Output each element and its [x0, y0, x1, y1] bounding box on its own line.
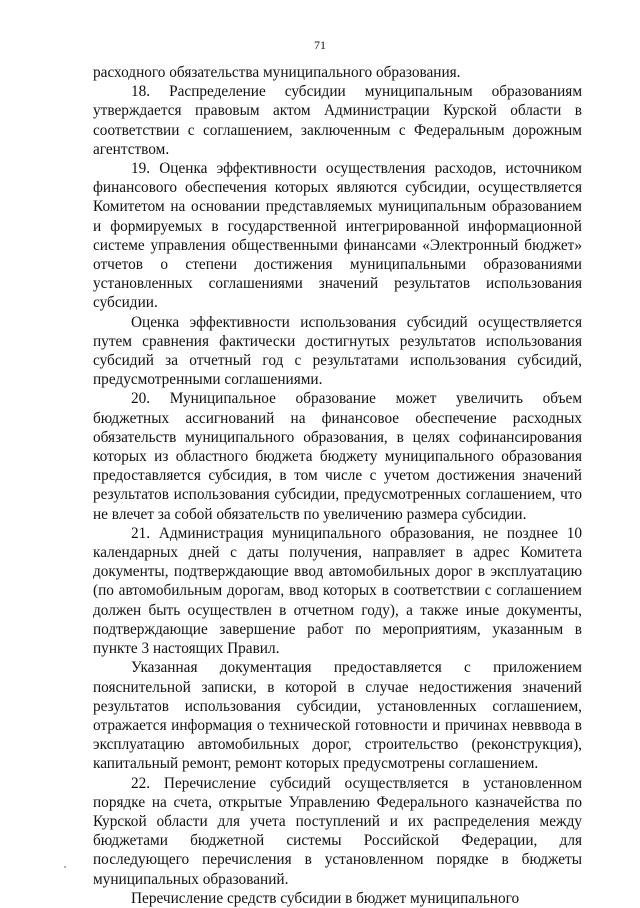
paragraph-efficiency-assessment: Оценка эффективности использования субсидий осуществляется путем сравнения фактически достигнутых результатов использования субсидий за отчетный год с результатами использования субсидий, предусмотренными соглашениями. [93, 313, 582, 389]
paragraph-continuation: расходного обязательства муниципального образования. [93, 64, 461, 81]
paragraph-documentation: Указанная документация предоставляется с приложением пояснительной записки, в которой в случае недостижения значений результатов использования субсидии, установленных соглашением, отражается информация о технической готовности и причинах невввода в эксплуатацию автомобильных дорог, строительство (реконструкция), капитальный ремонт, ремонт которых предусмотрены соглашением. [93, 659, 582, 773]
paragraph-item-19: 19. Оценка эффективности осуществления расходов, источником финансового обеспечения которых являются субсидии, осуществляется Комитетом на основании представляемых муниципальным образованием и формируемых в государственной интегрированной информационной системе управления общественными финансами «Электронный бюджет» отчетов о степени достижения муниципальными образованиями установленных соглашениями значений результатов использования субсидии. [93, 160, 582, 312]
scan-speck [64, 866, 66, 868]
paragraph-item-22: 22. Перечисление субсидий осуществляется в установленном порядке на счета, открытые Управлению Федерального казначейства по Курской области для учета поступлений и их распределения между бюджетами бюджетной системы Российской Федерации, для последующего перечисления в установленном порядке в бюджеты муниципальных образований. [93, 774, 582, 888]
paragraph-item-21: 21. Администрация муниципального образования, не позднее 10 календарных дней с даты получения, направляет в адрес Комитета документы, подтверждающие ввод автомобильных дорог в эксплуатацию (по автомобильным дорогам, ввод которых в соответствии с соглашением должен быть осуществлен в отчетном году), а также иные документы, подтверждающие завершение работ по мероприятиям, указанным в пункте 3 настоящих Правил. [93, 524, 582, 658]
paragraph-item-20: 20. Муниципальное образование может увеличить объем бюджетных ассигнований на финансовое обеспечение расходных обязательств муниципального образования, в целях софинансирования которых из областного бюджета бюджету муниципального образования предоставляется субсидия, в том числе с учетом достижения значений результатов использования субсидии, предусмотренных соглашением, что не влечет за собой обязательств по увеличению размера субсидии. [93, 390, 582, 523]
paragraph-item-18: 18. Распределение субсидии муниципальным образованиям утверждается правовым актом Администрации Курской области в соответствии с соглашением, заключенным с Федеральным дорожным агентством. [93, 83, 582, 158]
page-number: 71 [314, 38, 326, 52]
paragraph-transfer-funds: Перечисление средств субсидии в бюджет муниципального [131, 889, 520, 907]
document-body [93, 63, 582, 908]
